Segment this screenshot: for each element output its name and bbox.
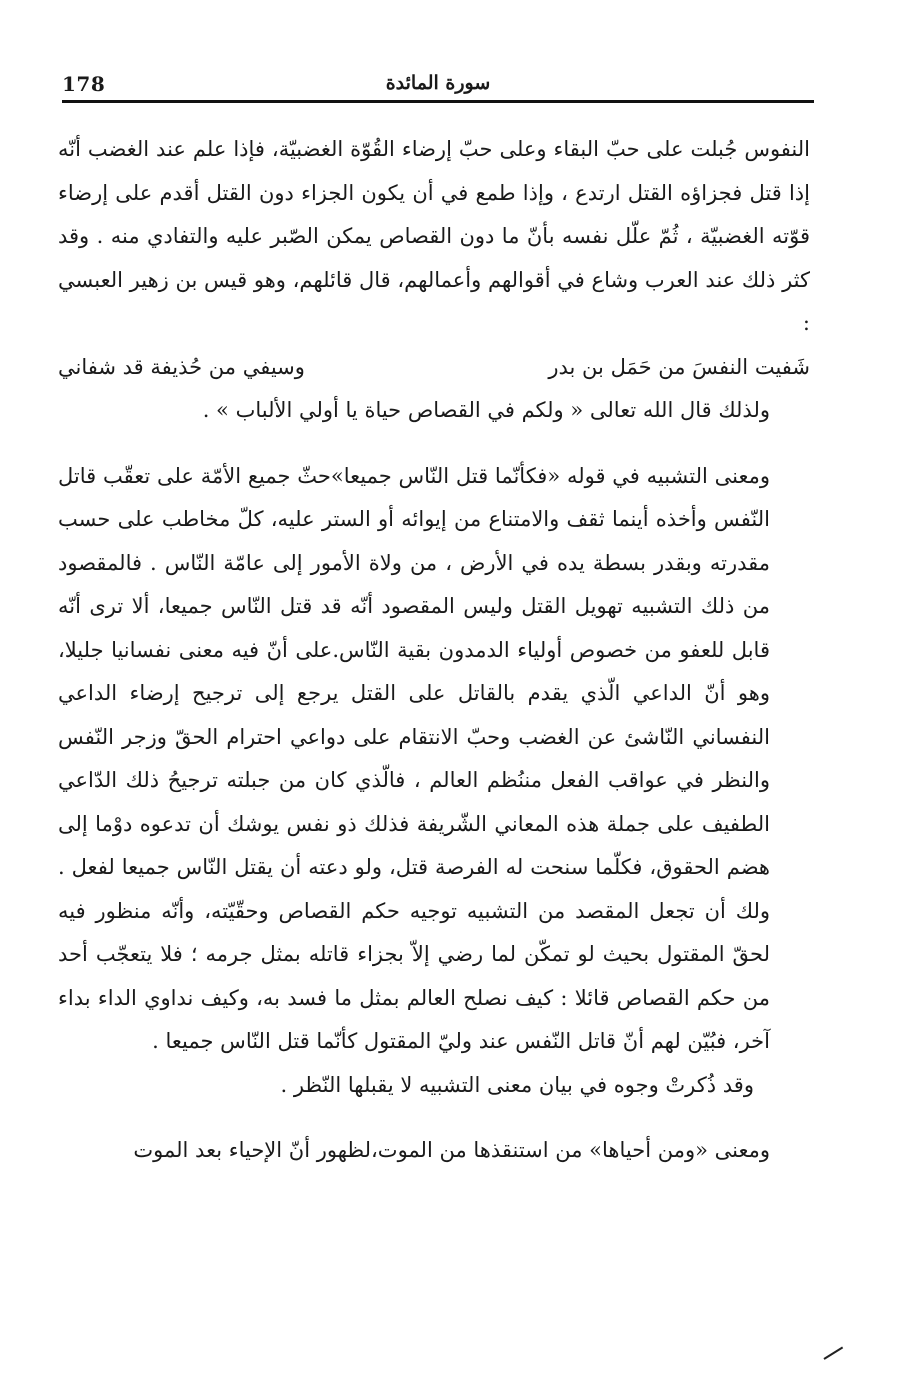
corner-pen-mark <box>823 1346 843 1359</box>
page-header <box>62 66 814 103</box>
running-title: سورة المائدة <box>385 72 491 94</box>
paragraph-4: وقد ذُكرتْ وجوه في بيان معنى التشبيه لا يقبلها النّظر . <box>280 1072 754 1097</box>
verse-first-hemistich: شَفيت النفسَ من حَمَل بن بدر <box>548 354 810 379</box>
paragraph-3: ومعنى التشبيه في قوله «فكأنّما قتل النّاس جميعا»حثّ جميع الأمّة على تعقّب قاتل النّفس وأخذه أينما ثقف والامتناع من إيوائه أو الستر عليه، كلّ مخاطب على حسب مقدرته وبقدر بسطة يده في الأرض ، من ولاة الأمور إلى عامّة النّاس . فالمقصود من ذلك التشبيه تهويل القتل وليس المقصود أنّه قد قتل النّاس جميعا، ألا ترى أنّه قابل للعفو من خصوص أولياء الدمدون بقية النّاس.على أنّ فيه معنى نفسانيا جليلا، وهو أنّ الداعي الّذي يقدم بالقاتل على القتل يرجع إلى ترجيح إرضاء الداعي النفساني النّاشئ عن الغضب وحبّ الانتقام على دواعي احترام الحقّ وزجر النّفس والنظر في عواقب الفعل مننُظم العالم ، فالّذي كان من جبلته ترجيحُ ذلك الدّاعي الطفيف على جملة هذه المعاني الشّريفة فذلك ذو نفس يوشك أن تدعوه دوْما إلى هضم الحقوق، فكلّما سنحت له الفرصة قتل، ولو دعته أن يقتل النّاس جميعا لفعل . ولك أن تجعل المقصد من التشبيه توجيه حكم القصاص وحقّيّته، وأنّه منظور فيه لحقّ المقتول بحيث لو تمكّن لما رضي إلاّ بجزاء قاتله بمثل جرمه ؛ فلا يتعجّب أحد من حكم القصاص قائلا : كيف نصلح العالم بمثل ما فسد به، وكيف نداوي الداء بداء آخر، فبُيّن لهم أنّ قاتل النّفس عند وليّ المقتول كأنّما قتل النّاس جميعا . <box>58 463 770 1053</box>
paragraph-2: ولذلك قال الله تعالى « ولكم في القصاص حياة يا أولي الألباب » . <box>202 398 770 422</box>
paragraph-1: النفوس جُبلت على حبّ البقاء وعلى حبّ إرضاء القُوّة الغضبيّة، فإذا علم عند الغضب أنّه إذا قتل فجزاؤه القتل ارتدع ، وإذا طمع في أن يكون الجزاء دون القتل أقدم على إرضاء قوّته الغضبيّة ، ثُمّ علّل نفسه بأنّ ما دون القصاص يمكن الصّبر عليه والتفادي منه . وقد كثر ذلك عند العرب وشاع في أقوالهم وأعمالهم، قال قائلهم، وهو قيس بن زهير العبسي : <box>58 137 810 335</box>
body-text <box>58 128 810 1173</box>
verse-second-hemistich: وسيفي من حُذيفة قد شفاني <box>58 354 305 379</box>
paragraph-5: ومعنى «ومن أحياها» من استنقذها من الموت،لظهور أنّ الإحياء بعد الموت <box>133 1138 770 1162</box>
poetry-verse <box>58 346 810 390</box>
page-number: 178 <box>62 72 106 96</box>
